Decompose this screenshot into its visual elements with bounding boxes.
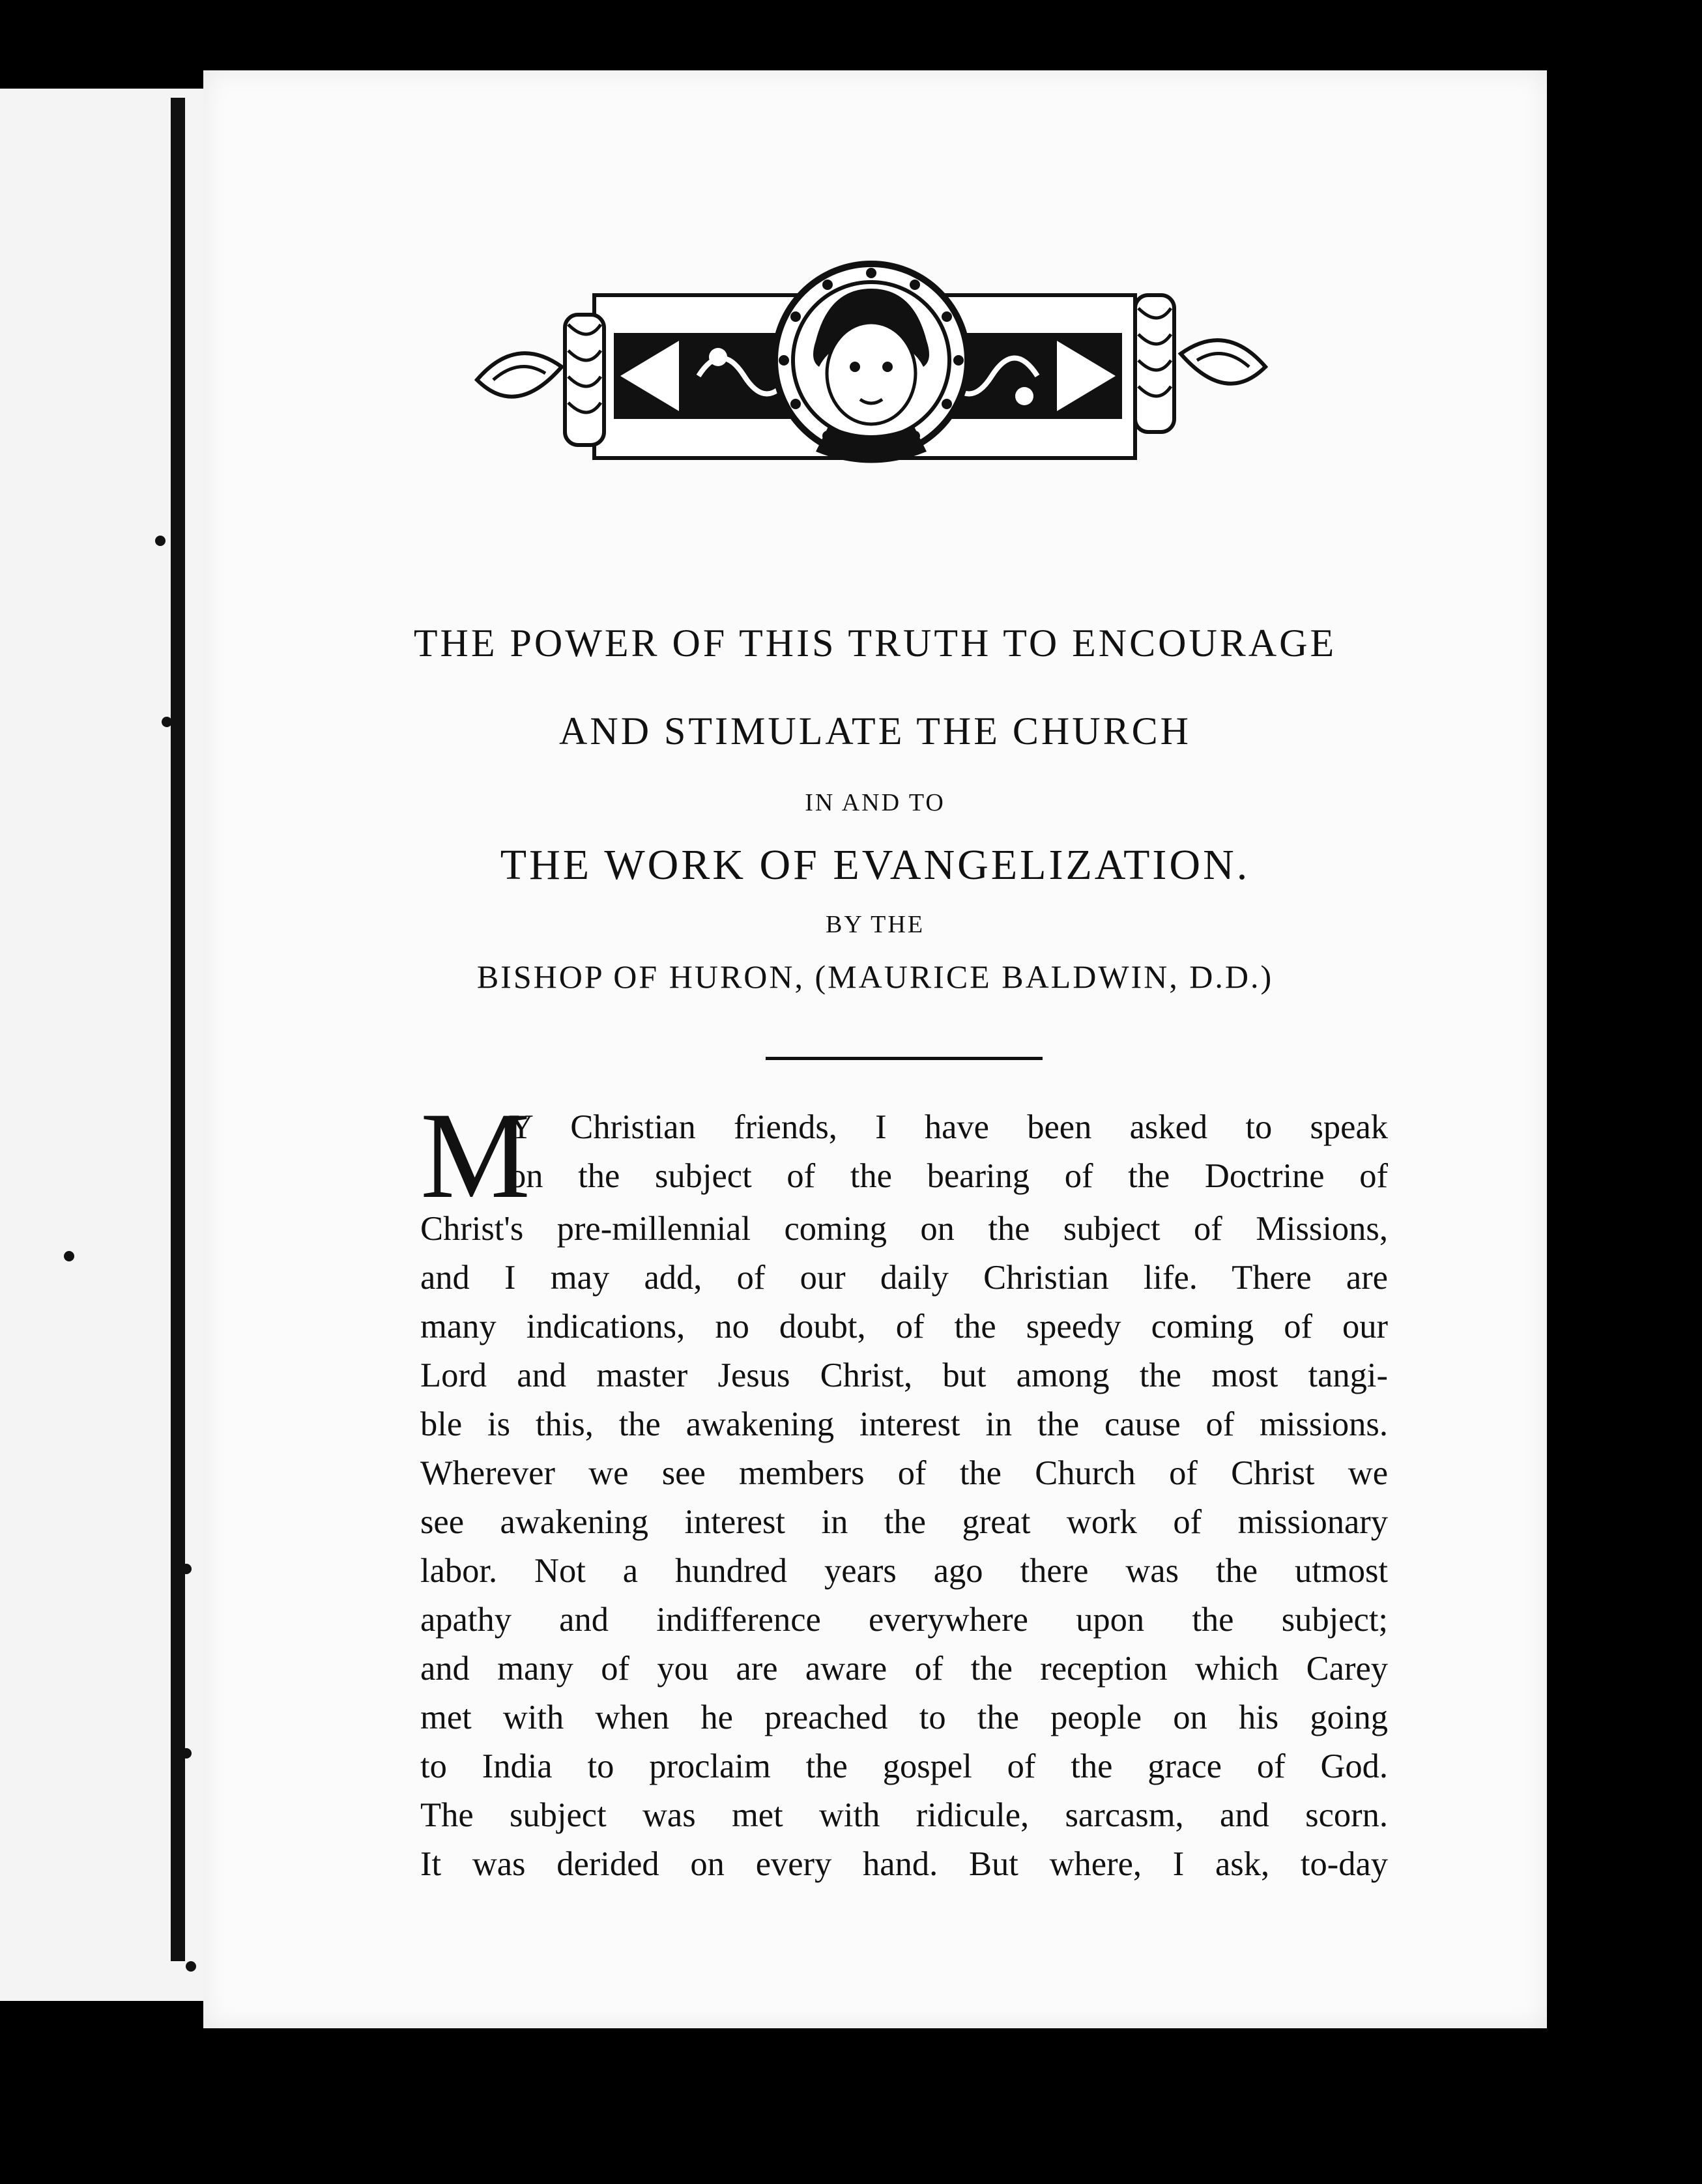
title-line-2: AND STIMULATE THE CHURCH xyxy=(559,710,1191,753)
body-line: It was derided on every hand. But where, I ask, to-day xyxy=(420,1845,1388,1883)
title-line-4: THE WORK OF EVANGELIZATION. xyxy=(500,841,1250,889)
body-text xyxy=(420,1087,1388,1889)
margin-dot xyxy=(181,1564,192,1574)
drop-cap: M xyxy=(420,1087,530,1224)
margin-dot xyxy=(162,717,172,727)
body-line: Wherever we see members of the Church of Christ we xyxy=(420,1454,1388,1492)
body-line: Lord and master Jesus Christ, but among the most tangi- xyxy=(420,1357,1388,1394)
body-line: labor. Not a hundred years ago there was the utmost xyxy=(420,1552,1388,1590)
margin-dot xyxy=(64,1251,74,1261)
binding-shadow xyxy=(171,98,185,1961)
title-line-1: THE POWER OF THIS TRUTH TO ENCOURAGE xyxy=(413,622,1337,665)
margin-dot xyxy=(181,1748,192,1759)
margin-dot xyxy=(186,1961,196,1972)
title-line-3: IN AND TO xyxy=(805,789,945,816)
book-page xyxy=(203,70,1547,2028)
section-divider xyxy=(766,1057,1043,1060)
body-line: and many of you are aware of the reception which Carey xyxy=(420,1650,1388,1688)
body-line: apathy and indifference everywhere upon the subject; xyxy=(420,1601,1388,1639)
cherub-ornament-icon xyxy=(464,210,1278,484)
body-line: many indications, no doubt, of the speedy coming of our xyxy=(420,1308,1388,1345)
body-line: to India to proclaim the gospel of the grace of God. xyxy=(420,1747,1388,1785)
body-line: Y Christian friends, I have been asked to speak xyxy=(509,1108,1388,1146)
author-line: BISHOP OF HURON, (MAURICE BALDWIN, D.D.) xyxy=(476,958,1274,995)
body-line: see awakening interest in the great work of missionary xyxy=(420,1503,1388,1541)
by-line: BY THE xyxy=(825,911,925,938)
body-line: Christ's pre-millennial coming on the subject of Missions, xyxy=(420,1210,1388,1248)
body-line: ble is this, the awakening interest in the cause of missions. xyxy=(420,1405,1388,1443)
body-line: The subject was met with ridicule, sarcasm, and scorn. xyxy=(420,1796,1388,1834)
body-line: on the subject of the bearing of the Doctrine of xyxy=(509,1157,1388,1195)
body-line: met with when he preached to the people on his going xyxy=(420,1699,1388,1736)
body-line: and I may add, of our daily Christian life. There are xyxy=(420,1259,1388,1297)
margin-dot xyxy=(155,536,166,546)
